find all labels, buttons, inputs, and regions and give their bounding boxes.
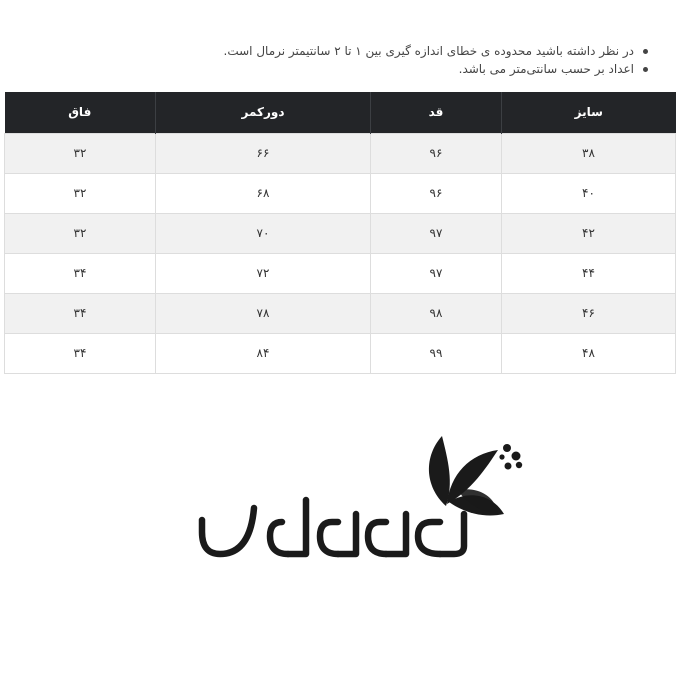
- size-table: [4, 92, 676, 374]
- cell-waist: ۷۸: [156, 293, 371, 333]
- cell-rise: ۳۴: [5, 293, 156, 333]
- cell-height: ۹۶: [371, 133, 502, 173]
- cell-rise: ۳۲: [5, 213, 156, 253]
- brand-logo: [196, 428, 530, 568]
- flower-leaves-icon: [429, 436, 522, 516]
- table-row: [5, 133, 676, 173]
- header-height: قد: [371, 92, 502, 133]
- cell-waist: ۷۲: [156, 253, 371, 293]
- brand-wordmark: [202, 500, 464, 554]
- table-row: [5, 293, 676, 333]
- cell-height: ۹۷: [371, 253, 502, 293]
- cell-height: ۹۹: [371, 333, 502, 373]
- note-item: اعداد بر حسب سانتی‌متر می باشد.: [52, 60, 652, 78]
- cell-rise: ۳۴: [5, 333, 156, 373]
- cell-waist: ۶۸: [156, 173, 371, 213]
- notes-list: [52, 42, 652, 78]
- cell-size: ۴۸: [502, 333, 676, 373]
- cell-height: ۹۷: [371, 213, 502, 253]
- table-header-row: [5, 92, 676, 133]
- cell-height: ۹۶: [371, 173, 502, 213]
- cell-rise: ۳۴: [5, 253, 156, 293]
- cell-size: ۴۶: [502, 293, 676, 333]
- cell-rise: ۳۲: [5, 133, 156, 173]
- cell-size: ۴۰: [502, 173, 676, 213]
- cell-size: ۴۴: [502, 253, 676, 293]
- table-row: [5, 333, 676, 373]
- note-item: در نظر داشته باشید محدوده ی خطای اندازه گیری بین ۱ تا ۲ سانتیمتر نرمال است.: [52, 42, 652, 60]
- cell-height: ۹۸: [371, 293, 502, 333]
- table-row: [5, 253, 676, 293]
- cell-waist: ۶۶: [156, 133, 371, 173]
- header-size: سایز: [502, 92, 676, 133]
- cell-rise: ۳۲: [5, 173, 156, 213]
- cell-waist: ۷۰: [156, 213, 371, 253]
- cell-size: ۳۸: [502, 133, 676, 173]
- table-row: [5, 213, 676, 253]
- table-row: [5, 173, 676, 213]
- header-rise: فاق: [5, 92, 156, 133]
- cell-waist: ۸۴: [156, 333, 371, 373]
- cell-size: ۴۲: [502, 213, 676, 253]
- header-waist: دورکمر: [156, 92, 371, 133]
